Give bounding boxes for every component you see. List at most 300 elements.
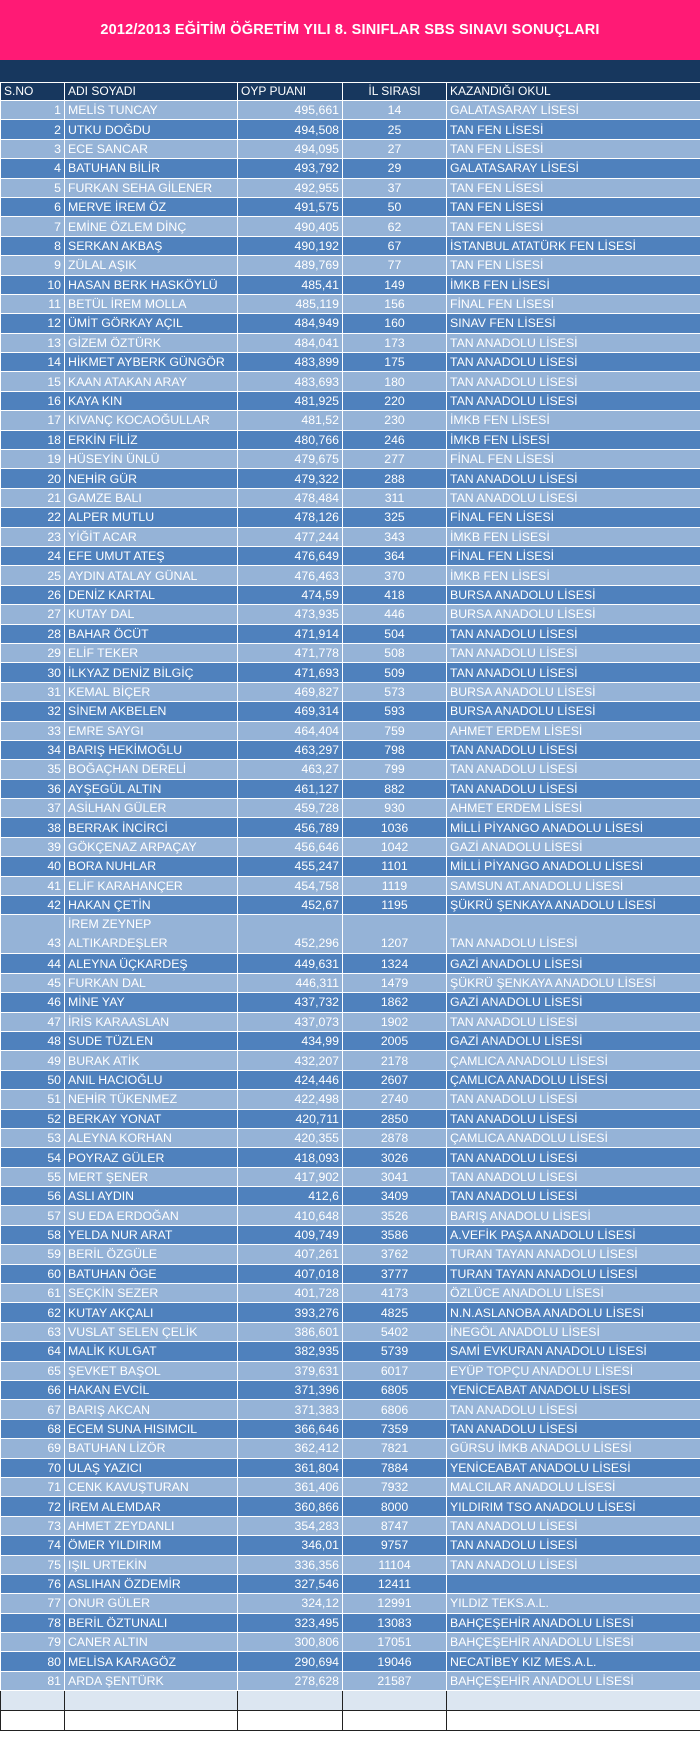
- cell-school: TAN FEN LİSESİ: [447, 256, 700, 275]
- cell-school: TAN ANADOLU LİSESİ: [447, 1148, 700, 1167]
- cell-rank: 3586: [343, 1225, 447, 1244]
- cell-school: TAN FEN LİSESİ: [447, 178, 700, 197]
- table-row: [1, 1594, 700, 1613]
- cell-rank: 370: [343, 566, 447, 585]
- cell-rank: 220: [343, 391, 447, 410]
- cell-sno: 79: [1, 1633, 65, 1652]
- cell-sno: 20: [1, 469, 65, 488]
- cell-name: YİĞİT ACAR: [65, 527, 238, 546]
- cell-school: BARIŞ ANADOLU LİSESİ: [447, 1206, 700, 1225]
- cell-rank: 7359: [343, 1419, 447, 1438]
- cell-sno: 9: [1, 256, 65, 275]
- cell-school: İMKB FEN LİSESİ: [447, 430, 700, 449]
- table-row: [1, 1458, 700, 1477]
- table-row: [1, 256, 700, 275]
- cell-rank: 12411: [343, 1574, 447, 1593]
- cell-sno: 57: [1, 1206, 65, 1225]
- cell-school: TAN ANADOLU LİSESİ: [447, 1516, 700, 1535]
- cell-score: 371,383: [238, 1400, 343, 1419]
- cell-sno: 59: [1, 1245, 65, 1264]
- cell-rank: 509: [343, 663, 447, 682]
- cell-score: 492,955: [238, 178, 343, 197]
- cell-name: EMRE SAYGI: [65, 721, 238, 740]
- cell-sno: 18: [1, 430, 65, 449]
- table-row: [1, 1303, 700, 1322]
- cell-school: MİLLİ PİYANGO ANADOLU LİSESİ: [447, 818, 700, 837]
- cell-school: TAN ANADOLU LİSESİ: [447, 643, 700, 662]
- cell-sno: 17: [1, 411, 65, 430]
- cell-sno: 77: [1, 1594, 65, 1613]
- cell-name: GİZEM ÖZTÜRK: [65, 333, 238, 352]
- cell-school: TAN ANADOLU LİSESİ: [447, 469, 700, 488]
- cell-score: 410,648: [238, 1206, 343, 1225]
- cell-sno: 16: [1, 391, 65, 410]
- table-header-row: [1, 83, 700, 101]
- results-table: [0, 82, 700, 1731]
- table-row: [1, 760, 700, 779]
- cell-score: 432,207: [238, 1051, 343, 1070]
- table-row: [1, 178, 700, 197]
- cell-school: SAMSUN AT.ANADOLU LİSESİ: [447, 876, 700, 895]
- cell-school: TAN FEN LİSESİ: [447, 197, 700, 216]
- cell-name: KAYA KIN: [65, 391, 238, 410]
- table-row: [1, 643, 700, 662]
- cell-rank: 67: [343, 236, 447, 255]
- cell-name: AYŞEGÜL ALTIN: [65, 779, 238, 798]
- cell-sno: 73: [1, 1516, 65, 1535]
- header-name: ADI SOYADI: [65, 83, 238, 101]
- table-row: [1, 605, 700, 624]
- cell-score: 479,675: [238, 450, 343, 469]
- cell-rank: 288: [343, 469, 447, 488]
- cell-school: İMKB FEN LİSESİ: [447, 275, 700, 294]
- cell-score: 478,126: [238, 508, 343, 527]
- empty-cell: [65, 1711, 238, 1731]
- table-row: [1, 1516, 700, 1535]
- cell-school: BURSA ANADOLU LİSESİ: [447, 702, 700, 721]
- cell-school: ÖZLÜCE ANADOLU LİSESİ: [447, 1284, 700, 1303]
- cell-name: CANER ALTIN: [65, 1633, 238, 1652]
- cell-score: 437,073: [238, 1012, 343, 1031]
- cell-school: GALATASARAY LİSESİ: [447, 159, 700, 178]
- cell-school: EYÜP TOPÇU ANADOLU LİSESİ: [447, 1361, 700, 1380]
- cell-school: ŞÜKRÜ ŞENKAYA ANADOLU LİSESİ: [447, 896, 700, 915]
- cell-school: FİNAL FEN LİSESİ: [447, 508, 700, 527]
- cell-score: 490,405: [238, 217, 343, 236]
- cell-score: 437,732: [238, 993, 343, 1012]
- cell-school: TAN ANADOLU LİSESİ: [447, 1400, 700, 1419]
- table-row: [1, 1497, 700, 1516]
- cell-rank: 8747: [343, 1516, 447, 1535]
- cell-name: ASLI AYDIN: [65, 1187, 238, 1206]
- cell-score: 371,396: [238, 1381, 343, 1400]
- cell-name: SU EDA ERDOĞAN: [65, 1206, 238, 1225]
- cell-name: FURKAN DAL: [65, 973, 238, 992]
- table-row: [1, 1090, 700, 1109]
- cell-score: 484,949: [238, 314, 343, 333]
- cell-score: 290,694: [238, 1652, 343, 1671]
- cell-name: ÖMER YILDIRIM: [65, 1536, 238, 1555]
- cell-sno: 10: [1, 275, 65, 294]
- cell-rank: 62: [343, 217, 447, 236]
- cell-school: N.N.ASLANOBA ANADOLU LİSESİ: [447, 1303, 700, 1322]
- cell-rank: 1479: [343, 973, 447, 992]
- header-score: OYP PUANI: [238, 83, 343, 101]
- table-row: [1, 1206, 700, 1225]
- table-row: [1, 1400, 700, 1419]
- table-row: [1, 876, 700, 895]
- cell-score: 476,649: [238, 546, 343, 565]
- cell-rank: 5402: [343, 1322, 447, 1341]
- cell-sno: 32: [1, 702, 65, 721]
- cell-score: 490,192: [238, 236, 343, 255]
- table-row: [1, 411, 700, 430]
- cell-sno: 75: [1, 1555, 65, 1574]
- cell-score: 452,67: [238, 896, 343, 915]
- cell-name: ŞEVKET BAŞOL: [65, 1361, 238, 1380]
- cell-sno: 80: [1, 1652, 65, 1671]
- table-row: [1, 197, 700, 216]
- cell-name: UTKU DOĞDU: [65, 120, 238, 139]
- cell-school: GAZİ ANADOLU LİSESİ: [447, 837, 700, 856]
- cell-name: EFE UMUT ATEŞ: [65, 546, 238, 565]
- cell-sno: 19: [1, 450, 65, 469]
- cell-rank: 364: [343, 546, 447, 565]
- cell-name: MERT ŞENER: [65, 1167, 238, 1186]
- cell-name: AHMET ZEYDANLI: [65, 1516, 238, 1535]
- cell-sno: 52: [1, 1109, 65, 1128]
- cell-name: KAAN ATAKAN ARAY: [65, 372, 238, 391]
- cell-name: GAMZE BALI: [65, 488, 238, 507]
- empty-cell: [1, 1691, 65, 1711]
- cell-rank: 1042: [343, 837, 447, 856]
- cell-sno: 42: [1, 896, 65, 915]
- cell-rank: 17051: [343, 1633, 447, 1652]
- cell-sno: 23: [1, 527, 65, 546]
- cell-score: 420,711: [238, 1109, 343, 1128]
- cell-sno: 68: [1, 1419, 65, 1438]
- cell-sno: 26: [1, 585, 65, 604]
- cell-name: BURAK ATİK: [65, 1051, 238, 1070]
- cell-sno: 8: [1, 236, 65, 255]
- table-row: [1, 391, 700, 410]
- cell-name: ASİLHAN GÜLER: [65, 799, 238, 818]
- cell-name: ANIL HACIOĞLU: [65, 1070, 238, 1089]
- table-row: [1, 1342, 700, 1361]
- cell-school: TAN ANADOLU LİSESİ: [447, 333, 700, 352]
- table-row: [1, 120, 700, 139]
- cell-score: 327,546: [238, 1574, 343, 1593]
- table-row: [1, 1322, 700, 1341]
- table-row: [1, 818, 700, 837]
- cell-name: AYDIN ATALAY GÜNAL: [65, 566, 238, 585]
- cell-rank: 7932: [343, 1477, 447, 1496]
- cell-score: 463,27: [238, 760, 343, 779]
- cell-rank: 246: [343, 430, 447, 449]
- cell-score: 434,99: [238, 1031, 343, 1050]
- cell-name: NEHİR GÜR: [65, 469, 238, 488]
- cell-rank: 156: [343, 294, 447, 313]
- cell-score: 366,646: [238, 1419, 343, 1438]
- table-row: [1, 1361, 700, 1380]
- cell-sno: 34: [1, 740, 65, 759]
- cell-score: 323,495: [238, 1613, 343, 1632]
- cell-sno: 36: [1, 779, 65, 798]
- cell-rank: 1101: [343, 857, 447, 876]
- cell-school: İMKB FEN LİSESİ: [447, 527, 700, 546]
- cell-sno: 53: [1, 1128, 65, 1147]
- cell-score: 481,52: [238, 411, 343, 430]
- table-row: [1, 1051, 700, 1070]
- cell-name: MERVE İREM ÖZ: [65, 197, 238, 216]
- page-title: 2012/2013 EĞİTİM ÖĞRETİM YILI 8. SINIFLAR SBS SINAVI SONUÇLARI: [100, 22, 600, 38]
- cell-sno: 14: [1, 353, 65, 372]
- cell-school: İMKB FEN LİSESİ: [447, 411, 700, 430]
- cell-sno: 5: [1, 178, 65, 197]
- cell-score: 407,261: [238, 1245, 343, 1264]
- cell-rank: 3777: [343, 1264, 447, 1283]
- cell-name: İRİS KARAASLAN: [65, 1012, 238, 1031]
- cell-score: 401,728: [238, 1284, 343, 1303]
- cell-rank: 1324: [343, 954, 447, 973]
- cell-school: İMKB FEN LİSESİ: [447, 566, 700, 585]
- table-row: [1, 799, 700, 818]
- cell-sno: 15: [1, 372, 65, 391]
- table-row: [1, 159, 700, 178]
- empty-cell: [447, 1691, 700, 1711]
- cell-name: KEMAL BİÇER: [65, 682, 238, 701]
- cell-score: 360,866: [238, 1497, 343, 1516]
- cell-rank: 573: [343, 682, 447, 701]
- empty-cell: [1, 1711, 65, 1731]
- table-row: [1, 236, 700, 255]
- cell-rank: 149: [343, 275, 447, 294]
- table-row: [1, 333, 700, 352]
- cell-score: 446,311: [238, 973, 343, 992]
- cell-rank: 446: [343, 605, 447, 624]
- cell-school: TAN ANADOLU LİSESİ: [447, 1090, 700, 1109]
- empty-row: [1, 1691, 700, 1711]
- cell-sno: 55: [1, 1167, 65, 1186]
- cell-rank: 1862: [343, 993, 447, 1012]
- header-rank: İL SIRASI: [343, 83, 447, 101]
- cell-score: 489,769: [238, 256, 343, 275]
- empty-cell: [447, 1711, 700, 1731]
- cell-school: MALCILAR ANADOLU LİSESİ: [447, 1477, 700, 1496]
- cell-name: ECEM SUNA HISIMCIL: [65, 1419, 238, 1438]
- cell-score: 477,244: [238, 527, 343, 546]
- cell-score: 491,575: [238, 197, 343, 216]
- cell-name: BETÜL İREM MOLLA: [65, 294, 238, 313]
- cell-name: KUTAY AKÇALI: [65, 1303, 238, 1322]
- cell-school: TAN ANADOLU LİSESİ: [447, 1109, 700, 1128]
- cell-sno: 33: [1, 721, 65, 740]
- cell-sno: 63: [1, 1322, 65, 1341]
- cell-school: AHMET ERDEM LİSESİ: [447, 799, 700, 818]
- cell-name: SİNEM AKBELEN: [65, 702, 238, 721]
- cell-sno: 56: [1, 1187, 65, 1206]
- cell-score: 459,728: [238, 799, 343, 818]
- cell-rank: 175: [343, 353, 447, 372]
- cell-school: TAN ANADOLU LİSESİ: [447, 391, 700, 410]
- table-row: [1, 624, 700, 643]
- cell-name: BATUHAN ÖGE: [65, 1264, 238, 1283]
- cell-school: SAMİ EVKURAN ANADOLU LİSESİ: [447, 1342, 700, 1361]
- cell-school: TAN ANADOLU LİSESİ: [447, 779, 700, 798]
- cell-school: ÇAMLICA ANADOLU LİSESİ: [447, 1128, 700, 1147]
- cell-name: ZÜLAL AŞIK: [65, 256, 238, 275]
- cell-score: 278,628: [238, 1671, 343, 1690]
- cell-name: HAKAN EVCİL: [65, 1381, 238, 1400]
- cell-sno: 44: [1, 954, 65, 973]
- cell-score: 362,412: [238, 1439, 343, 1458]
- cell-rank: 2607: [343, 1070, 447, 1089]
- cell-score: 485,119: [238, 294, 343, 313]
- cell-sno: 72: [1, 1497, 65, 1516]
- cell-score: 494,095: [238, 139, 343, 158]
- cell-rank: 7821: [343, 1439, 447, 1458]
- cell-name: BARIŞ HEKİMOĞLU: [65, 740, 238, 759]
- cell-sno: 39: [1, 837, 65, 856]
- table-row: [1, 837, 700, 856]
- cell-name: HAKAN ÇETİN: [65, 896, 238, 915]
- cell-school: TAN ANADOLU LİSESİ: [447, 1187, 700, 1206]
- cell-rank: 25: [343, 120, 447, 139]
- cell-rank: 799: [343, 760, 447, 779]
- cell-school: [447, 1574, 700, 1593]
- cell-school: TURAN TAYAN ANADOLU LİSESİ: [447, 1264, 700, 1283]
- cell-rank: 173: [343, 333, 447, 352]
- table-row: [1, 1419, 700, 1438]
- cell-name: ONUR GÜLER: [65, 1594, 238, 1613]
- cell-score: 455,247: [238, 857, 343, 876]
- cell-sno: 29: [1, 643, 65, 662]
- cell-name: KIVANÇ KOCAOĞULLAR: [65, 411, 238, 430]
- cell-sno: 58: [1, 1225, 65, 1244]
- cell-sno: 62: [1, 1303, 65, 1322]
- table-row: [1, 217, 700, 236]
- cell-sno: 7: [1, 217, 65, 236]
- cell-score: 336,356: [238, 1555, 343, 1574]
- cell-name: ALEYNA ÜÇKARDEŞ: [65, 954, 238, 973]
- cell-name: BERİL ÖZGÜLE: [65, 1245, 238, 1264]
- table-row: [1, 1284, 700, 1303]
- table-row: [1, 702, 700, 721]
- cell-score: 407,018: [238, 1264, 343, 1283]
- empty-cell: [238, 1711, 343, 1731]
- cell-name: NEHİR TÜKENMEZ: [65, 1090, 238, 1109]
- title-bar: [0, 0, 700, 60]
- cell-score: 493,792: [238, 159, 343, 178]
- cell-rank: 325: [343, 508, 447, 527]
- cell-name: EMİNE ÖZLEM DİNÇ: [65, 217, 238, 236]
- table-row: [1, 508, 700, 527]
- cell-score: 473,935: [238, 605, 343, 624]
- cell-name: CENK KAVUŞTURAN: [65, 1477, 238, 1496]
- cell-sno: 74: [1, 1536, 65, 1555]
- cell-sno: 35: [1, 760, 65, 779]
- cell-name: MALİK KULGAT: [65, 1342, 238, 1361]
- cell-name: BAHAR ÖCÜT: [65, 624, 238, 643]
- table-row: [1, 1012, 700, 1031]
- cell-sno: 65: [1, 1361, 65, 1380]
- table-row: [1, 1225, 700, 1244]
- cell-name: FURKAN SEHA GİLENER: [65, 178, 238, 197]
- cell-score: 478,484: [238, 488, 343, 507]
- cell-sno: 60: [1, 1264, 65, 1283]
- cell-rank: 2178: [343, 1051, 447, 1070]
- cell-school: TAN ANADOLU LİSESİ: [447, 353, 700, 372]
- cell-sno: 67: [1, 1400, 65, 1419]
- cell-name: BERKAY YONAT: [65, 1109, 238, 1128]
- cell-school: BURSA ANADOLU LİSESİ: [447, 585, 700, 604]
- table-row: [1, 857, 700, 876]
- cell-score: 484,041: [238, 333, 343, 352]
- table-body: [1, 101, 700, 1731]
- cell-school: TURAN TAYAN ANADOLU LİSESİ: [447, 1245, 700, 1264]
- table-row: [1, 101, 700, 120]
- cell-score: 382,935: [238, 1342, 343, 1361]
- cell-school: TAN ANADOLU LİSESİ: [447, 624, 700, 643]
- cell-score: 393,276: [238, 1303, 343, 1322]
- cell-score: 471,914: [238, 624, 343, 643]
- table-row: [1, 275, 700, 294]
- cell-name: ERKİN FİLİZ: [65, 430, 238, 449]
- cell-name: İREM ALEMDAR: [65, 1497, 238, 1516]
- cell-school: ÇAMLICA ANADOLU LİSESİ: [447, 1051, 700, 1070]
- cell-school: ÇAMLICA ANADOLU LİSESİ: [447, 1070, 700, 1089]
- cell-school: ŞÜKRÜ ŞENKAYA ANADOLU LİSESİ: [447, 973, 700, 992]
- cell-sno: 22: [1, 508, 65, 527]
- table-row: [1, 1128, 700, 1147]
- cell-rank: 19046: [343, 1652, 447, 1671]
- cell-score: 361,406: [238, 1477, 343, 1496]
- cell-school: TAN ANADOLU LİSESİ: [447, 915, 700, 954]
- cell-rank: 508: [343, 643, 447, 662]
- cell-score: 483,899: [238, 353, 343, 372]
- cell-sno: 43: [1, 915, 65, 954]
- cell-sno: 46: [1, 993, 65, 1012]
- table-row: [1, 566, 700, 585]
- cell-school: BURSA ANADOLU LİSESİ: [447, 605, 700, 624]
- cell-name: BATUHAN LİZÖR: [65, 1439, 238, 1458]
- table-row: [1, 585, 700, 604]
- cell-sno: 76: [1, 1574, 65, 1593]
- cell-rank: 21587: [343, 1671, 447, 1690]
- cell-school: YENİCEABAT ANADOLU LİSESİ: [447, 1458, 700, 1477]
- table-row: [1, 469, 700, 488]
- cell-sno: 37: [1, 799, 65, 818]
- cell-score: 464,404: [238, 721, 343, 740]
- cell-score: 422,498: [238, 1090, 343, 1109]
- cell-sno: 1: [1, 101, 65, 120]
- cell-school: A.VEFİK PAŞA ANADOLU LİSESİ: [447, 1225, 700, 1244]
- cell-rank: 37: [343, 178, 447, 197]
- table-row: [1, 896, 700, 915]
- table-row: [1, 1264, 700, 1283]
- cell-rank: 1207: [343, 915, 447, 954]
- cell-rank: 27: [343, 139, 447, 158]
- table-row: [1, 527, 700, 546]
- cell-score: 379,631: [238, 1361, 343, 1380]
- table-row: [1, 1070, 700, 1089]
- cell-rank: 180: [343, 372, 447, 391]
- cell-score: 452,296: [238, 915, 343, 954]
- cell-school: TAN ANADOLU LİSESİ: [447, 1419, 700, 1438]
- table-row: [1, 314, 700, 333]
- header-spacer: [0, 60, 700, 82]
- cell-school: GALATASARAY LİSESİ: [447, 101, 700, 120]
